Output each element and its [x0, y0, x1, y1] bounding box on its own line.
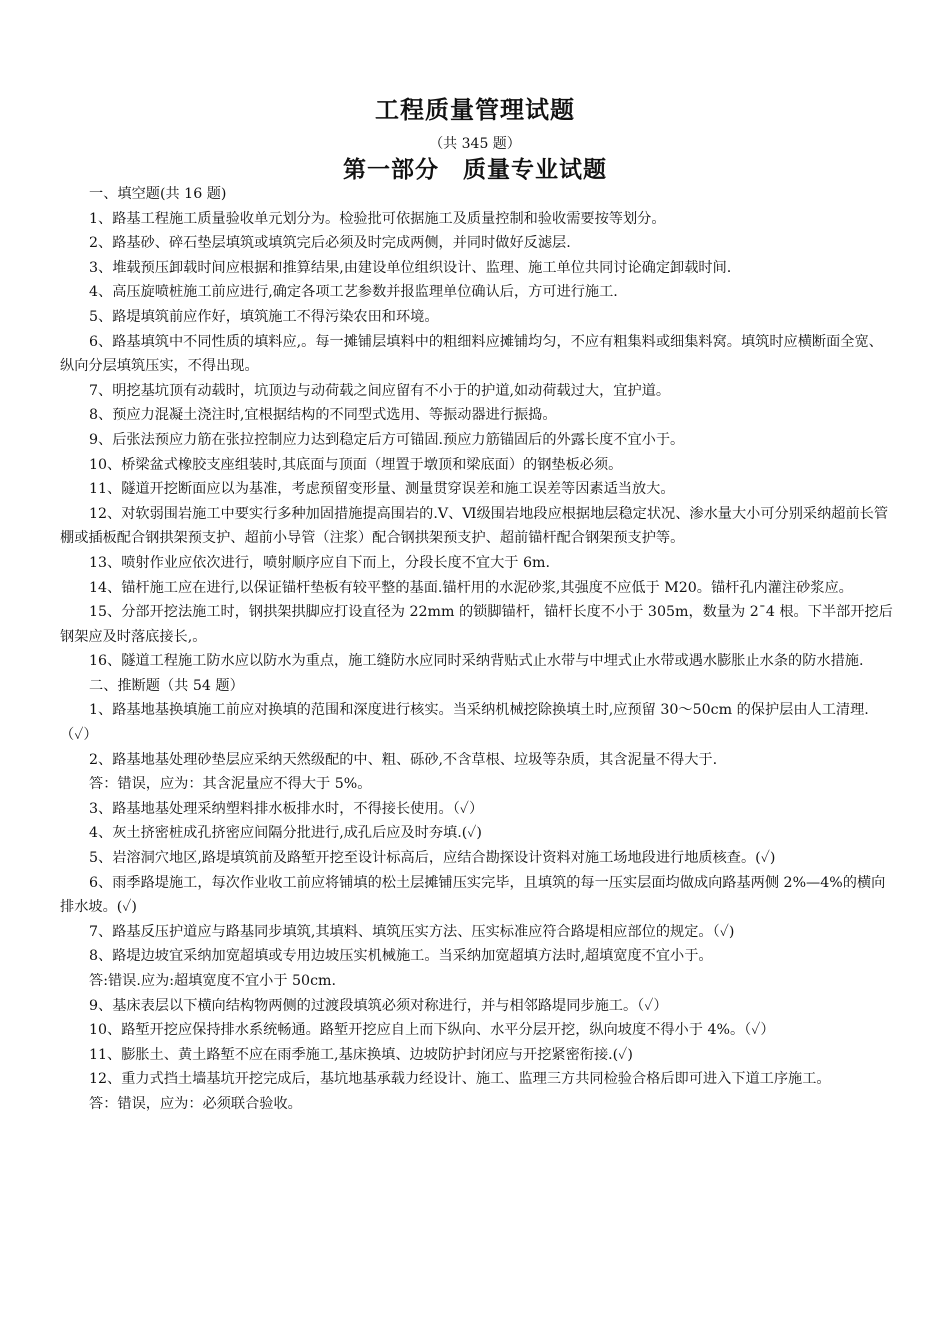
- question-paragraph: 5、路堤填筑前应作好，填筑施工不得污染农田和环境。: [89, 308, 439, 325]
- section-heading: 二、推断题（共 54 题）: [89, 677, 244, 694]
- question-paragraph: 1、路基工程施工质量验收单元划分为。检验批可依据施工及质量控制和验收需要按等划分。: [89, 210, 666, 227]
- question-paragraph: 8、预应力混凝土浇注时,宜根据结构的不同型式选用、等振动器进行振捣。: [89, 407, 557, 424]
- question-paragraph: 答:错误.应为:超填宽度不宜小于 50cm.: [89, 973, 336, 989]
- section-heading: 一、填空题(共 16 题): [89, 186, 227, 202]
- question-paragraph: 7、明挖基坑顶有动载时，坑顶边与动荷载之间应留有不小于的护道,如动荷载过大，宜护道。: [89, 382, 671, 399]
- question-paragraph: 2、路基砂、碎石垫层填筑或填筑完后必须及时完成两侧，并同时做好反滤层.: [89, 235, 571, 252]
- question-paragraph: 16、隧道工程施工防水应以防水为重点，施工缝防水应同时采纳背贴式止水带与中埋式止水带或遇水膨胀止水条的防水措施.: [89, 653, 864, 670]
- question-paragraph: 1、路基地基换填施工前应对换填的范围和深度进行核实。当采纳机械挖除换填土时,应预留 30～50cm 的保护层由人工清理.（✓）: [60, 702, 869, 744]
- question-paragraph: 8、路堤边坡宜采纳加宽超填或专用边坡压实机械施工。当采纳加宽超填方法时,超填宽度不宜小于。: [89, 948, 713, 965]
- question-paragraph: 6、雨季路堤施工，每次作业收工前应将铺填的松土层摊铺压实完毕，且填筑的每一压实层面均做成向路基两侧 2%—4%的横向排水坡。(✓): [60, 874, 886, 916]
- question-paragraph: 11、隧道开挖断面应以为基准，考虑预留变形量、测量贯穿误差和施工误差等因素适当放大。: [89, 481, 675, 498]
- question-count: （共 345 题）: [429, 136, 521, 152]
- question-paragraph: 11、膨胀土、黄土路堑不应在雨季施工,基床换填、边坡防护封闭应与开挖紧密衔接.(✓): [89, 1046, 633, 1063]
- question-paragraph: 6、路基填筑中不同性质的填料应,。每一摊铺层填料中的粗细料应摊铺均匀，不应有粗集料或细集料窝。填筑时应横断面全宽、纵向分层填筑压实，不得出现。: [60, 333, 883, 375]
- question-paragraph: 答：错误，应为：其含泥量应不得大于 5%。: [89, 776, 372, 793]
- question-paragraph: 3、堆载预压卸载时间应根据和推算结果,由建设单位组织设计、监理、施工单位共同讨论确定卸载时间.: [89, 259, 732, 276]
- question-paragraph: 9、后张法预应力筋在张拉控制应力达到稳定后方可锚固.预应力筋锚固后的外露长度不宜小于。: [89, 431, 685, 448]
- question-paragraph: 5、岩溶洞穴地区,路堤填筑前及路堑开挖至设计标高后，应结合勘探设计资料对施工场地段进行地质核查。(✓): [89, 850, 776, 867]
- question-paragraph: 4、高压旋喷桩施工前应进行,确定各项工艺参数并报监理单位确认后，方可进行施工.: [89, 284, 618, 301]
- question-paragraph: 9、基床表层以下横向结构物两侧的过渡段填筑必须对称进行，并与相邻路堤同步施工。（✓）: [89, 997, 668, 1014]
- document-body: [60, 182, 896, 1117]
- question-paragraph: 3、路基地基处理采纳塑料排水板排水时，不得接长使用。（✓）: [89, 800, 484, 817]
- question-paragraph: 2、路基地基处理砂垫层应采纳天然级配的中、粗、砾砂,不含草根、垃圾等杂质，其含泥量不得大于.: [89, 751, 718, 768]
- question-paragraph: 答：错误，应为：必须联合验收。: [89, 1095, 302, 1112]
- question-paragraph: 10、桥梁盆式橡胶支座组装时,其底面与顶面（埋置于墩顶和梁底面）的钢垫板必须。: [89, 456, 623, 473]
- question-paragraph: 12、重力式挡土墙基坑开挖完成后，基坑地基承载力经设计、施工、监理三方共同检验合格后即可进入下道工序施工。: [89, 1071, 831, 1088]
- question-paragraph: 12、对软弱围岩施工中要实行多种加固措施提高围岩的.Ⅴ、Ⅵ级围岩地段应根据地层稳定状况、渗水量大小可分别采纳超前长管棚或插板配合钢拱架预支护、超前小导管（注浆）配合钢拱架预支护、超前锚杆配合钢架预支护等。: [60, 505, 889, 547]
- question-paragraph: 15、分部开挖法施工时，钢拱架拱脚应打设直径为 22mm 的锁脚锚杆，锚杆长度不小于 305m，数量为 2¯4 根。下半部开挖后钢架应及时落底接长,。: [60, 604, 893, 645]
- question-paragraph: 14、锚杆施工应在进行,以保证锚杆垫板有较平整的基面.锚杆用的水泥砂浆,其强度不应低于 M20。锚杆孔内灌注砂浆应。: [89, 579, 853, 596]
- question-paragraph: 13、喷射作业应依次进行，喷射顺序应自下而上，分段长度不宜大于 6m.: [89, 554, 550, 571]
- document-title: 工程质量管理试题: [375, 95, 575, 124]
- question-paragraph: 7、路基反压护道应与路基同步填筑,其填料、填筑压实方法、压实标准应符合路堤相应部位的规定。（✓): [89, 923, 735, 940]
- question-paragraph: 10、路堑开挖应保持排水系统畅通。路堑开挖应自上而下纵向、水平分层开挖，纵向坡度不得小于 4%。（✓）: [89, 1022, 775, 1039]
- question-paragraph: 4、灰土挤密桩成孔挤密应间隔分批进行,成孔后应及时夯填.(✓): [89, 825, 482, 842]
- part-heading: 第一部分 质量专业试题: [343, 156, 607, 183]
